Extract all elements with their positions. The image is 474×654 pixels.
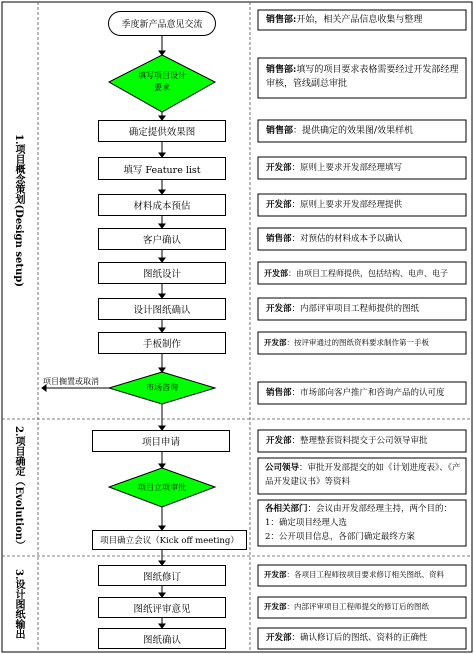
note-8-dept: 开发部 xyxy=(266,304,292,314)
note-13-line-2: 2：公开项目信息，各部门确定最终方案 xyxy=(265,532,415,542)
note-7-dept: 开发部 xyxy=(264,268,288,278)
note-1-text: 开始，相关产品信息收集与整理 xyxy=(296,15,423,25)
note-4-text: ：原则上要求开发部经理填写 xyxy=(291,163,403,173)
note-11-dept: 开发部 xyxy=(266,436,292,446)
note-9 xyxy=(260,336,466,350)
note-15 xyxy=(260,600,466,614)
note-4 xyxy=(260,161,466,175)
note-16-text: ：确认修订后的图纸、资料的正确性 xyxy=(291,633,428,643)
note-5-text: ：原则上要求开发部经理提供 xyxy=(291,200,403,210)
note-14 xyxy=(260,568,466,582)
step-drawing-revision: 图纸修订 xyxy=(98,565,226,586)
note-2-text: 填写的项目要求表格需要经过开发部经理审核，管线副总审批 xyxy=(266,65,459,89)
note-4-dept: 开发部 xyxy=(266,163,292,173)
note-3-dept: 销售部 xyxy=(266,126,294,136)
phase-label-drawing-output: 3.设计图纸输出 xyxy=(13,568,24,640)
diamond-market-consult: 市场咨询 xyxy=(146,383,178,392)
cancel-label: 项目搁置或取消 xyxy=(43,377,99,386)
note-3 xyxy=(260,124,466,138)
note-6-text: ：对预估的材料成本予以确认 xyxy=(291,234,403,244)
step-cost-estimate: 材料成本预估 xyxy=(98,194,226,216)
note-14-text: ：各项目工程师按项目要求修订相关图纸、资料 xyxy=(286,570,444,579)
note-10 xyxy=(260,386,466,400)
note-9-text: ：按评审通过的图纸资料要求制作第一手板 xyxy=(286,338,429,347)
note-1 xyxy=(260,13,466,27)
note-3-text: ：提供确定的效果图/效果样机 xyxy=(293,126,414,136)
note-13 xyxy=(260,502,466,544)
diamond-fill-requirements-line-1: 填写项目设计 xyxy=(138,71,186,80)
step-drawing-final-confirm: 图纸确认 xyxy=(98,628,226,649)
note-15-dept: 开发部 xyxy=(264,602,287,611)
note-7 xyxy=(260,266,466,281)
note-5-dept: 开发部 xyxy=(266,200,292,210)
note-12-dept: 公司领导 xyxy=(265,463,300,473)
note-13-text: ：会议由开发部经理主持，两个目的： xyxy=(307,504,453,514)
start-terminal: 季度新产品意见交流 xyxy=(108,11,216,36)
step-customer-confirm: 客户确认 xyxy=(98,228,226,250)
note-8 xyxy=(260,302,466,316)
note-15-text: ：内部评审项目工程师提交的修订后的图纸 xyxy=(286,602,429,611)
note-11 xyxy=(260,434,466,448)
step-feature-list: 填写 Feature list xyxy=(98,157,226,180)
phase-label-evolution: 2.项目确定（Evolution） xyxy=(13,426,24,550)
note-13-line-1: 1：确定项目经理人选 xyxy=(265,518,347,528)
note-13-head xyxy=(265,502,466,516)
step-drawing-design: 图纸设计 xyxy=(98,262,226,284)
diamond-project-approval: 项目立项审批 xyxy=(138,483,186,492)
note-13-dept: 各相关部门 xyxy=(265,504,308,514)
note-14-dept: 开发部 xyxy=(264,570,287,579)
step-prototype: 手板制作 xyxy=(98,332,226,354)
note-7-text: ：由项目工程师提供，包括结构、电声、电子 xyxy=(288,269,448,278)
diamond-fill-requirements-line-2: 要求 xyxy=(154,83,170,92)
note-10-dept: 销售部 xyxy=(266,388,292,398)
note-16 xyxy=(260,631,466,645)
note-6 xyxy=(260,232,466,246)
phase-label-design-setup: 1.项目概念策划(Design setup) xyxy=(13,133,24,287)
note-2-dept: 销售部: xyxy=(266,65,297,75)
note-2 xyxy=(260,63,466,91)
note-6-dept: 销售部 xyxy=(266,234,292,244)
note-16-dept: 开发部 xyxy=(266,633,292,643)
note-9-dept: 开发部 xyxy=(264,338,287,347)
step-confirm-renderings: 确定提供效果图 xyxy=(98,120,226,142)
note-5 xyxy=(260,198,466,212)
outer-frame xyxy=(2,2,472,652)
note-11-text: ：整理整套资料提交于公司领导审批 xyxy=(291,436,428,446)
step-project-apply: 项目申请 xyxy=(92,430,230,452)
note-12 xyxy=(260,461,466,489)
note-10-text: ：市场部向客户推广和咨询产品的认可度 xyxy=(291,388,445,398)
step-drawing-review: 图纸评审意见 xyxy=(98,597,226,618)
note-12-text: ：审批开发部提交的如《计划进度表》、《产品开发建议书》等资料 xyxy=(265,463,461,487)
note-1-dept: 销售部: xyxy=(266,15,297,25)
diamond-fill-requirements xyxy=(120,66,204,98)
step-drawing-confirm: 设计图纸确认 xyxy=(98,298,226,320)
note-8-text: ：内部评审项目工程师提供的图纸 xyxy=(291,304,420,314)
step-kickoff-meeting: 项目确立会议（Kick off meeting） xyxy=(92,530,247,550)
